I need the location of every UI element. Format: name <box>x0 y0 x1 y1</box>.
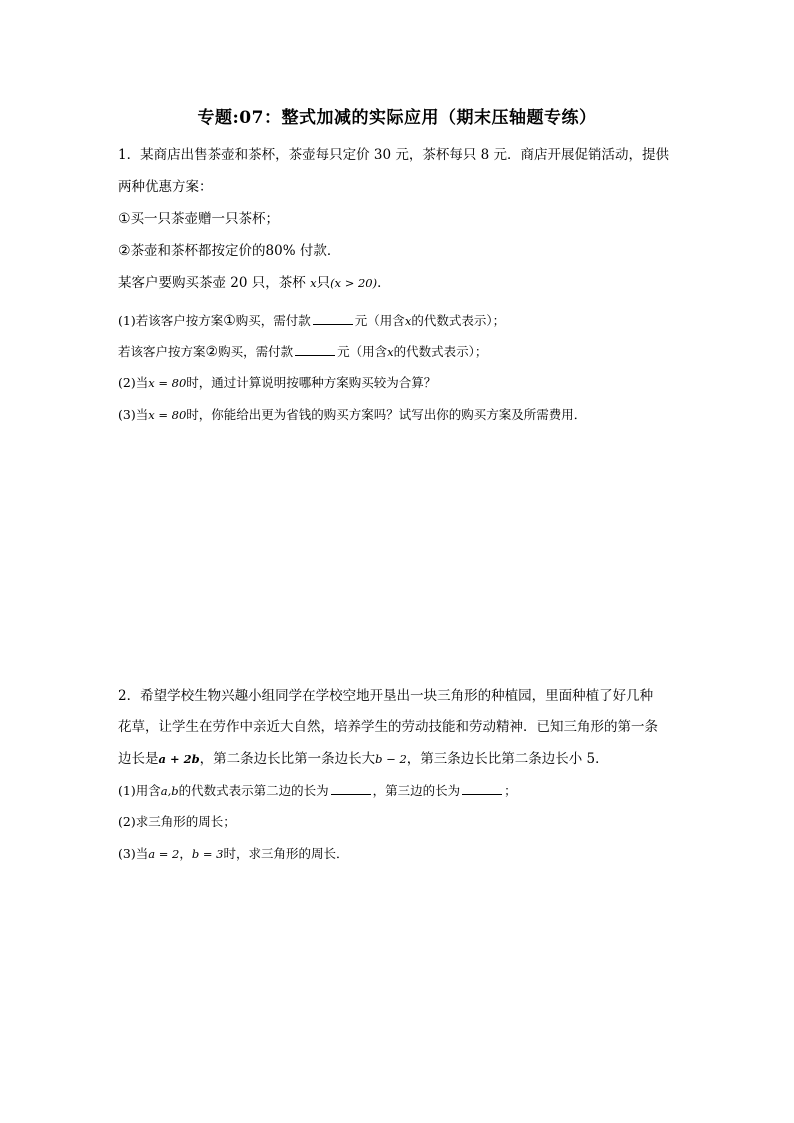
part1a-marker: ① <box>223 313 236 329</box>
part2-math: x = 80 <box>148 376 187 390</box>
q2-part1-end: ； <box>504 783 517 798</box>
q2-part3-end: 时，求三角形的周长． <box>223 846 349 861</box>
q2-line3-prefix: 边长是 <box>118 751 159 767</box>
q2-part3-math2: b = 3 <box>191 847 224 861</box>
q1-part2 <box>118 374 698 392</box>
q2-stem-line2: 花草，让学生在劳作中亲近大自然，培养学生的劳动技能和劳动精神．已知三角形的第一条 <box>118 719 658 735</box>
q1-option1 <box>118 210 698 228</box>
q2-part1-prefix: (1)用含 <box>118 783 161 798</box>
q2-line3-mid: ，第二条边长比第一条边长大 <box>199 751 376 767</box>
q2-part1-math: a,b <box>160 784 179 798</box>
q2-part1-mid: 的代数式表示第二边的长为 <box>178 783 329 798</box>
q1-option2 <box>118 242 698 260</box>
answer-blank-1a[interactable] <box>313 312 353 325</box>
q2-line3-end: ，第三条边长比第二条边长小 5． <box>406 751 609 767</box>
option2-text: 茶壶和茶杯都按定价的80% 付款． <box>130 243 341 259</box>
q2-part3-prefix: (3)当 <box>118 846 149 861</box>
customer-condition: (x > 20) <box>330 276 378 290</box>
q2-part3-sep: ， <box>179 846 192 861</box>
q2-part3 <box>118 845 698 863</box>
q1-part1a <box>118 312 698 330</box>
q2-diff-expr: b − 2 <box>375 752 407 766</box>
part1b-marker: ② <box>205 344 219 360</box>
customer-prefix: 某客户要购买茶壶 20 只，茶杯 <box>118 275 306 291</box>
q2-side1-expr: a + 2b <box>158 752 200 766</box>
q2-stem-line1: 2．希望学校生物兴趣小组同学在学校空地开垦出一块三角形的种植园，里面种植了好几种 <box>118 688 654 704</box>
part1a-end: 的代数式表示）； <box>411 313 506 328</box>
answer-blank-2b[interactable] <box>462 782 502 795</box>
part1a-prefix: (1)若该客户按方案 <box>118 313 224 328</box>
q1-part1b <box>118 343 698 361</box>
q1-stem-line2: 两种优惠方案： <box>118 179 213 195</box>
q2-part3-math1: a = 2 <box>148 847 180 861</box>
q2-part2: (2)求三角形的周长； <box>118 814 236 829</box>
part1b-prefix: 若该客户按方案 <box>118 344 206 359</box>
part1b-unit: 元（用含 <box>337 344 388 359</box>
answer-blank-1b[interactable] <box>295 343 335 356</box>
customer-var: x <box>310 276 317 290</box>
answer-blank-2a[interactable] <box>331 782 371 795</box>
part3-math: x = 80 <box>148 408 187 422</box>
part3-prefix: (3)当 <box>118 407 149 422</box>
option1-text: 买一只茶壶赠一只茶杯； <box>130 211 280 227</box>
q1-part3 <box>118 406 698 424</box>
customer-end: ． <box>377 275 391 291</box>
option2-marker: ② <box>118 243 131 259</box>
q1-customer-line <box>118 274 698 292</box>
q2-stem-line3 <box>118 750 698 768</box>
q2-part1-mid2: ，第三边的长为 <box>372 783 461 798</box>
part1a-unit: 元（用含 <box>354 313 405 328</box>
part1b-var: x <box>387 345 394 359</box>
customer-mid: 只 <box>316 275 331 291</box>
part1a-mid: 购买，需付款 <box>235 313 311 328</box>
part3-text: 时，你能给出更为省钱的购买方案吗？试写出你的购买方案及所需费用． <box>186 407 587 422</box>
part1a-var: x <box>404 314 412 328</box>
part2-prefix: (2)当 <box>118 375 149 390</box>
part1b-mid: 购买，需付款 <box>218 344 294 359</box>
option1-marker: ① <box>118 211 131 227</box>
part1b-end: 的代数式表示）； <box>393 344 488 359</box>
q1-stem-line1: 1．某商店出售茶壶和茶杯，茶壶每只定价 30 元，茶杯每只 8 元．商店开展促销活动，提供 <box>118 147 670 163</box>
part2-text: 时，通过计算说明按哪种方案购买较为合算？ <box>186 375 437 390</box>
page-title: 专题:07：整式加减的实际应用（期末压轴题专练） <box>197 108 597 128</box>
q2-part1 <box>118 782 698 800</box>
